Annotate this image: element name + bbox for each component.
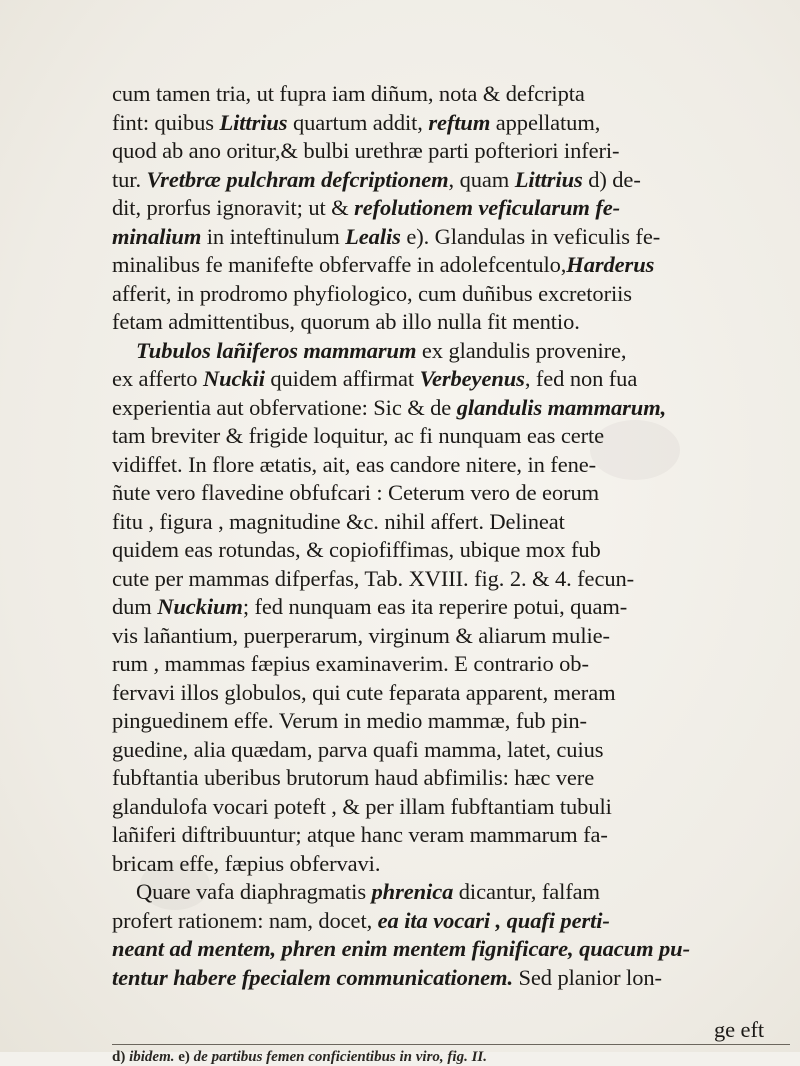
text-run: fubftantia uberibus brutorum haud abfimilis: hæc vere [112,765,595,790]
text-run: pinguedinem effe. Verum in medio mammæ, fub pin- [112,708,587,733]
text-line [112,764,792,793]
italic-phrase: Littrius [219,109,288,135]
italic-phrase: Nuckii [202,366,265,391]
text-run: quidem affirmat [264,366,420,391]
text-run: cum tamen tria, ut fupra iam diñum, nota & defcripta [112,81,585,106]
text-run: vidiffet. In flore ætatis, ait, eas candore nitere, in fene- [112,451,597,477]
text-run: quartum addit, [287,109,429,135]
text-line [112,280,792,309]
text-line [112,593,792,622]
italic-phrase: reftum [428,109,491,135]
italic-phrase: refolutionem veficularum fe- [354,195,620,220]
text-line [112,80,792,109]
text-run: cute per mammas difperfas, Tab. XVIII. fig. 2. & 4. fecun- [112,565,635,591]
text-run: lañiferi diftribuuntur; atque hanc veram mammarum fa- [112,822,608,847]
text-run: Sed planior lon- [512,964,662,990]
text-run: in inteftinulum [201,223,346,249]
text-run: dum [112,594,158,619]
text-run: rum , mammas fæpius examinaverim. E contrario ob- [112,651,589,676]
italic-phrase: tentur habere fpecialem communicationem. [112,964,513,990]
text-run: fetam admittentibus, quorum ab illo nulla fit mentio. [112,309,580,334]
text-line [112,650,792,679]
text-line [112,707,792,736]
text-line [112,251,792,280]
text-run: ex afferto [112,366,203,391]
text-line [112,935,792,964]
text-line [112,223,792,252]
text-line [112,109,792,138]
text-line [112,394,792,423]
footnote-d-text: ibidem. [129,1049,175,1065]
text-run: guedine, alia quædam, parva quafi mamma, latet, cuius [112,736,604,762]
footnote-rule [112,1044,790,1045]
text-line [112,536,792,565]
footnote-e-text: de partibus femen conficientibus in viro, fig. II. [193,1049,488,1065]
text-run: , quam [448,166,515,192]
italic-phrase: Verbeyenus [419,366,525,391]
text-line [112,793,792,822]
text-line [112,964,792,993]
text-line [112,365,792,394]
italic-phrase: ea ita vocari , quafi perti- [377,907,610,933]
italic-phrase: glandulis mammarum, [456,394,667,420]
italic-phrase: Vretbræ pulchram defcriptionem [146,166,449,192]
catchword: ge eft [714,1017,764,1042]
text-run: tam breviter & frigide loquitur, ac fi nunquam eas certe [112,423,605,448]
text-run: Quare vafa diaphragmatis [136,879,372,904]
text-line [112,451,792,480]
text-run: fervavi illos globulos, qui cute feparata apparent, meram [112,679,616,705]
text-line [112,508,792,537]
italic-phrase: Littrius [514,166,583,192]
text-line [112,878,792,907]
text-run: , fed non fua [524,366,638,391]
text-line [112,479,792,508]
text-run: minalibus fe manifefte obfervaffe in adolefcentulo, [112,252,567,277]
text-run: fitu , figura , magnitudine &c. nihil affert. Delineat [112,508,565,534]
text-run: dit, prorfus ignoravit; ut & [112,195,355,220]
text-run: glandulofa vocari poteft , & per illam fubftantiam tubuli [112,793,612,819]
italic-phrase: phrenica [371,879,454,904]
italic-phrase: Tubulos lañiferos mammarum [136,337,417,363]
text-run: afferit, in prodromo phyfiologico, cum duñibus excretoriis [112,280,632,306]
text-run: bricam effe, fæpius obfervavi. [112,850,381,876]
italic-phrase: minalium [112,223,202,249]
text-run: tur. [112,166,147,192]
footnotes [112,1048,792,1066]
text-line [112,337,792,366]
text-line [112,137,792,166]
main-text-block [112,80,792,992]
text-run: ex glandulis provenire, [416,337,627,363]
italic-phrase: neant ad mentem, phren enim mentem fignificare, quacum pu- [112,936,690,961]
text-line [112,679,792,708]
footnote-e-mark: e) [174,1049,194,1065]
text-run: quod ab ano oritur,& bulbi urethræ parti pofteriori inferi- [112,138,620,163]
text-line [112,622,792,651]
text-run: e). Glandulas in veficulis fe- [400,223,661,249]
text-run: ; fed nunquam eas ita reperire potui, quam- [242,594,628,619]
italic-phrase: Harderus [566,252,655,277]
footnote-d-mark: d) [112,1049,130,1065]
text-run: ñute vero flavedine obfufcari : Ceterum vero de eorum [112,480,599,505]
text-run: quidem eas rotundas, & copiofiffimas, ubique mox fub [112,537,601,562]
text-line [112,194,792,223]
text-line [112,736,792,765]
text-line [112,308,792,337]
text-run: vis lañantium, puerperarum, virginum & aliarum mulie- [112,622,610,648]
italic-phrase: Nuckium [157,594,243,619]
text-line [112,565,792,594]
text-run: experientia aut obfervatione: Sic & de [112,394,457,420]
text-run: d) de- [582,166,641,192]
text-line [112,422,792,451]
text-run: appellatum, [490,109,601,135]
text-run: profert rationem: nam, docet, [112,907,378,933]
italic-phrase: Lealis [345,223,401,249]
text-line [112,907,792,936]
text-line [112,850,792,879]
text-run: fint: quibus [112,109,220,135]
text-line [112,821,792,850]
text-run: dicantur, falfam [453,879,600,904]
text-line [112,166,792,195]
